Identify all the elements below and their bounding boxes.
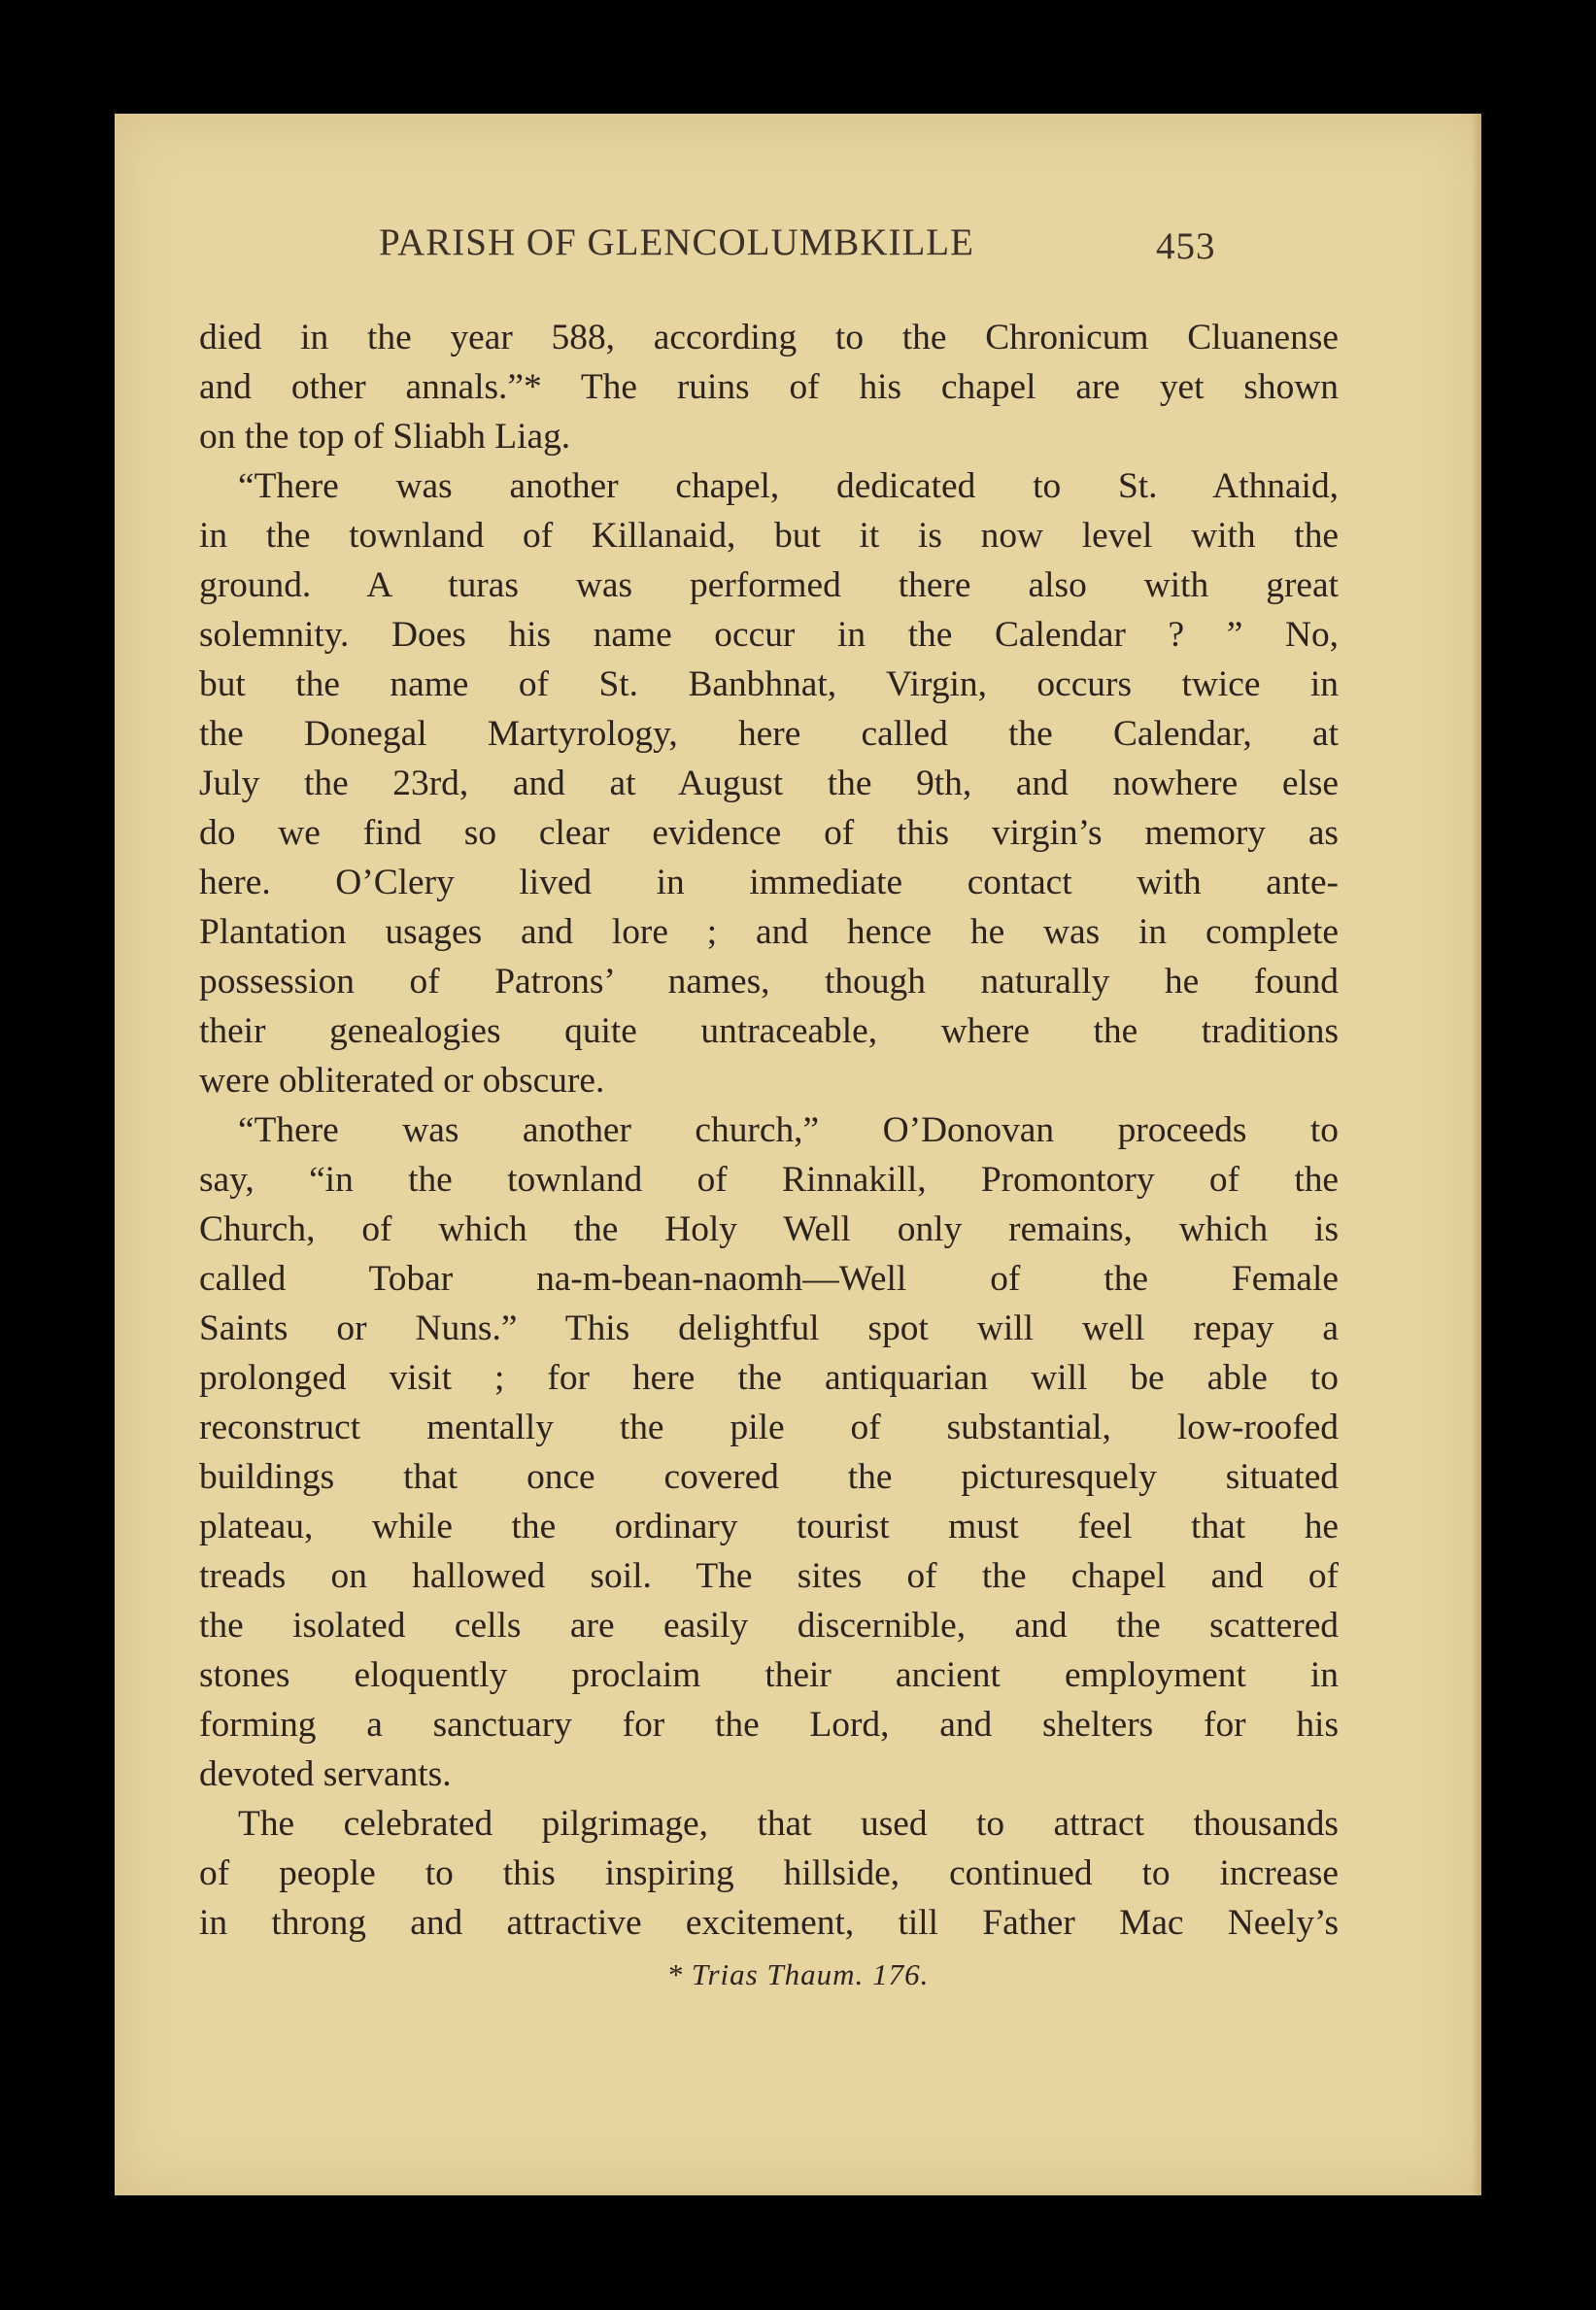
text-line: Church, of which the Holy Well only remains, which is [199,1209,1339,1249]
text-line: July the 23rd, and at August the 9th, and nowhere else [199,764,1339,803]
text-line: “There was another church,” O’Donovan proceeds to [238,1110,1339,1150]
text-line: do we find so clear evidence of this virgin’s memory as [199,813,1339,853]
text-line: stones eloquently proclaim their ancient employment in [199,1655,1339,1695]
text-line: plateau, while the ordinary tourist must feel that he [199,1507,1339,1546]
running-head: PARISH OF GLENCOLUMBKILLE [379,221,974,263]
text-line: The celebrated pilgrimage, that used to attract thousands [238,1804,1339,1844]
text-line: called Tobar na-m-bean-naomh—Well of the Female [199,1259,1339,1299]
page-number: 453 [1156,225,1216,267]
text-line: but the name of St. Banbhnat, Virgin, occurs twice in [199,664,1339,704]
text-line: were obliterated or obscure. [199,1061,605,1101]
book-page [115,114,1481,2195]
text-line: treads on hallowed soil. The sites of the chapel and of [199,1556,1339,1596]
text-line: in throng and attractive excitement, till Father Mac Neely’s [199,1903,1339,1943]
text-line: solemnity. Does his name occur in the Calendar ? ” No, [199,615,1339,655]
text-line: possession of Patrons’ names, though naturally he found [199,962,1339,1002]
text-line: devoted servants. [199,1754,452,1794]
text-line: ground. A turas was performed there also with great [199,565,1339,605]
text-line: here. O’Clery lived in immediate contact with ante- [199,863,1339,902]
text-line: say, “in the townland of Rinnakill, Promontory of the [199,1160,1339,1200]
page-header [115,221,1481,269]
footnote: * Trias Thaum. 176. [666,1957,930,1991]
text-line: Plantation usages and lore ; and hence he was in complete [199,912,1339,952]
text-line: the isolated cells are easily discernible, and the scattered [199,1606,1339,1646]
body-text [199,313,1339,1948]
text-line: in the townland of Killanaid, but it is now level with the [199,516,1339,556]
text-line: “There was another chapel, dedicated to St. Athnaid, [238,466,1339,506]
text-line: of people to this inspiring hillside, continued to increase [199,1853,1339,1893]
text-line: reconstruct mentally the pile of substantial, low-roofed [199,1408,1339,1447]
text-line: on the top of Sliabh Liag. [199,417,571,457]
text-line: their genealogies quite untraceable, where the traditions [199,1011,1339,1051]
text-line: buildings that once covered the picturesquely situated [199,1457,1339,1497]
text-line: forming a sanctuary for the Lord, and shelters for his [199,1705,1339,1745]
text-line: Saints or Nuns.” This delightful spot will well repay a [199,1308,1339,1348]
text-line: died in the year 588, according to the Chronicum Cluanense [199,318,1339,357]
text-line: prolonged visit ; for here the antiquarian will be able to [199,1358,1339,1398]
text-line: and other annals.”* The ruins of his chapel are yet shown [199,367,1339,407]
text-line: the Donegal Martyrology, here called the Calendar, at [199,714,1339,754]
